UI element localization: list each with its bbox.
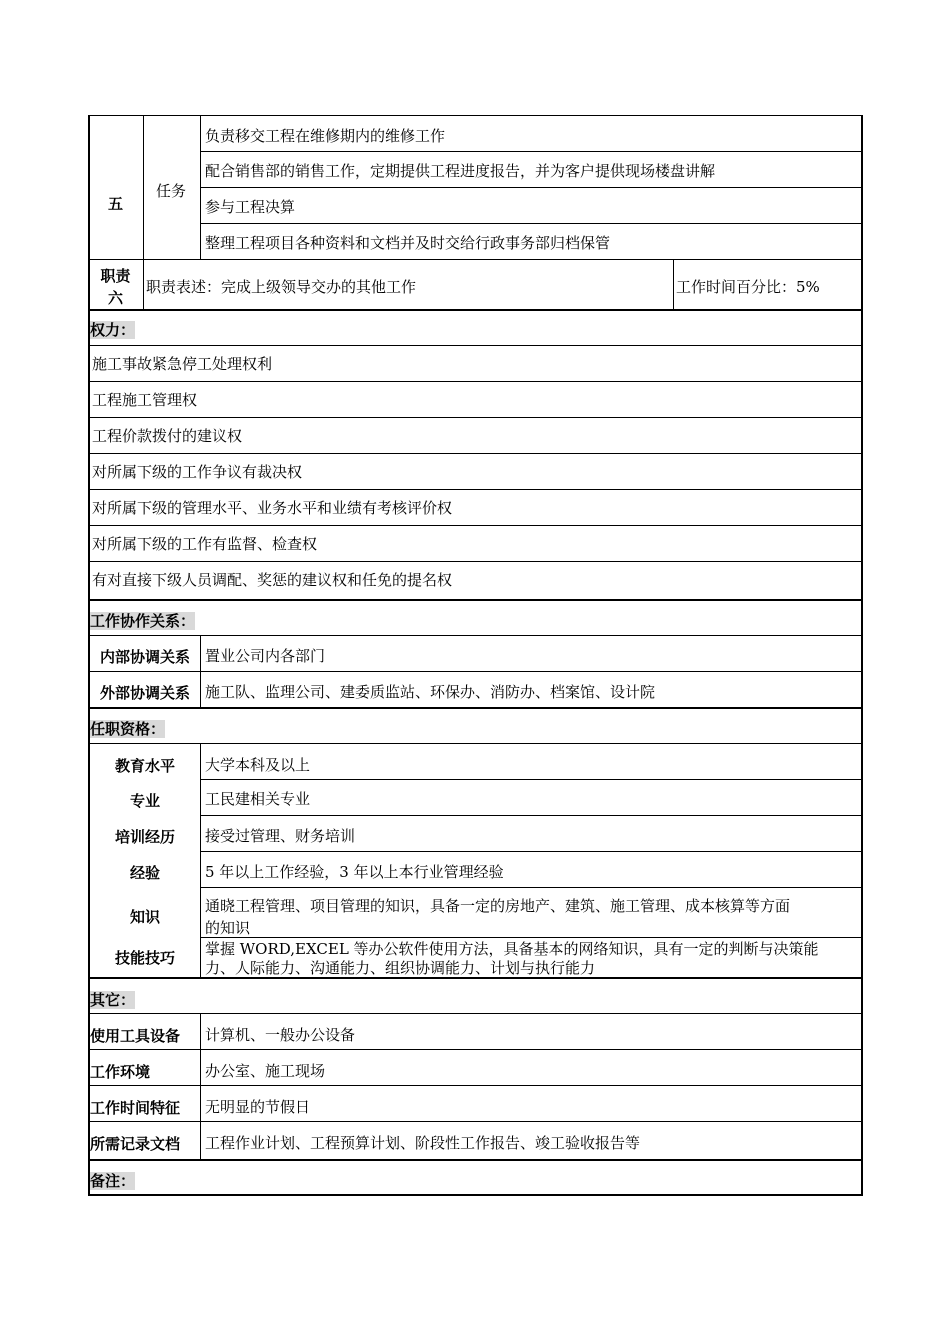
divider	[200, 223, 863, 224]
task-item: 配合销售部的销售工作，定期提供工程进度报告，并为客户提供现场楼盘讲解	[205, 162, 716, 180]
divider	[88, 635, 863, 636]
qualification-heading: 任职资格：	[90, 720, 166, 738]
task-label: 任务	[156, 182, 187, 200]
divider	[200, 779, 863, 780]
divider	[88, 345, 863, 346]
duty6-time-percent: 工作时间百分比：5%	[676, 278, 820, 296]
divider	[88, 707, 863, 709]
divider	[88, 115, 863, 116]
authority-item: 对所属下级的工作有监督、检查权	[92, 535, 318, 553]
duty-number: 五	[107, 195, 123, 213]
authority-item: 施工事故紧急停工处理权利	[92, 355, 273, 373]
divider	[88, 525, 863, 526]
task-item: 整理工程项目各种资料和文档并及时交给行政事务部归档保管	[205, 234, 611, 252]
divider	[88, 1085, 863, 1086]
work-time-value: 无明显的节假日	[205, 1098, 311, 1116]
table-bottom-border	[88, 1194, 863, 1196]
divider	[88, 417, 863, 418]
external-coordination-label: 外部协调关系	[99, 684, 190, 702]
divider	[88, 1159, 863, 1161]
training-label: 培训经历	[114, 828, 175, 846]
education-label: 教育水平	[114, 757, 175, 775]
divider	[200, 937, 863, 938]
major-value: 工民建相关专业	[205, 790, 311, 808]
divider	[88, 259, 863, 260]
authority-item: 对所属下级的工作争议有裁决权	[92, 463, 303, 481]
task-item: 参与工程决算	[205, 198, 296, 216]
training-value: 接受过管理、财务培训	[205, 827, 356, 845]
records-label: 所需记录文档	[90, 1135, 181, 1153]
duty6-label-line2: 六	[107, 289, 123, 307]
divider	[88, 743, 863, 744]
experience-value: 5 年以上工作经验，3 年以上本行业管理经验	[205, 863, 504, 881]
divider	[88, 309, 863, 311]
duty6-description: 职责表述：完成上级领导交办的其他工作	[146, 278, 417, 296]
authority-item: 工程施工管理权	[92, 391, 198, 409]
divider	[88, 599, 863, 601]
work-time-label: 工作时间特征	[90, 1099, 181, 1117]
divider	[88, 489, 863, 490]
divider	[200, 851, 863, 852]
other-heading: 其它：	[90, 991, 136, 1009]
remarks-heading: 备注：	[90, 1172, 136, 1190]
records-value: 工程作业计划、工程预算计划、阶段性工作报告、竣工验收报告等	[205, 1134, 641, 1152]
knowledge-label: 知识	[129, 908, 160, 926]
environment-label: 工作环境	[90, 1063, 151, 1081]
divider	[88, 671, 863, 672]
divider	[143, 115, 144, 259]
divider	[88, 561, 863, 562]
internal-coordination-label: 内部协调关系	[99, 648, 190, 666]
divider	[673, 259, 674, 309]
internal-coordination-value: 置业公司内各部门	[205, 647, 326, 665]
skills-value-line2: 力、人际能力、沟通能力、组织协调能力、计划与执行能力	[205, 959, 596, 977]
cooperation-heading: 工作协作关系：	[90, 612, 196, 630]
divider	[200, 151, 863, 152]
skills-label: 技能技巧	[114, 949, 175, 967]
knowledge-value-line1: 通晓工程管理、项目管理的知识，具备一定的房地产、建筑、施工管理、成本核算等方面	[205, 897, 791, 915]
knowledge-value-line2: 的知识	[205, 919, 251, 937]
education-value: 大学本科及以上	[205, 756, 311, 774]
skills-value-line1: 掌握 WORD,EXCEL 等办公软件使用方法，具备基本的网络知识，具有一定的判断与决策能	[205, 940, 819, 958]
divider	[88, 453, 863, 454]
divider	[88, 1121, 863, 1122]
divider	[200, 815, 863, 816]
divider	[200, 887, 863, 888]
divider	[88, 977, 863, 979]
authority-item: 有对直接下级人员调配、奖惩的建议权和任免的提名权	[92, 571, 453, 589]
experience-label: 经验	[129, 864, 160, 882]
divider	[88, 381, 863, 382]
authority-item: 工程价款拨付的建议权	[92, 427, 243, 445]
divider	[88, 1049, 863, 1050]
major-label: 专业	[129, 792, 160, 810]
divider	[200, 1013, 201, 1159]
environment-value: 办公室、施工现场	[205, 1062, 326, 1080]
tools-label: 使用工具设备	[90, 1027, 181, 1045]
divider	[88, 1013, 863, 1014]
external-coordination-value: 施工队、监理公司、建委质监站、环保办、消防办、档案馆、设计院	[205, 683, 656, 701]
divider	[200, 187, 863, 188]
task-item: 负责移交工程在维修期内的维修工作	[205, 127, 446, 145]
divider	[143, 259, 144, 309]
authority-heading: 权力：	[90, 321, 136, 339]
authority-item: 对所属下级的管理水平、业务水平和业绩有考核评价权	[92, 499, 453, 517]
duty6-label-line1: 职责	[100, 267, 131, 285]
tools-value: 计算机、一般办公设备	[205, 1026, 356, 1044]
table-right-border	[861, 115, 863, 1195]
